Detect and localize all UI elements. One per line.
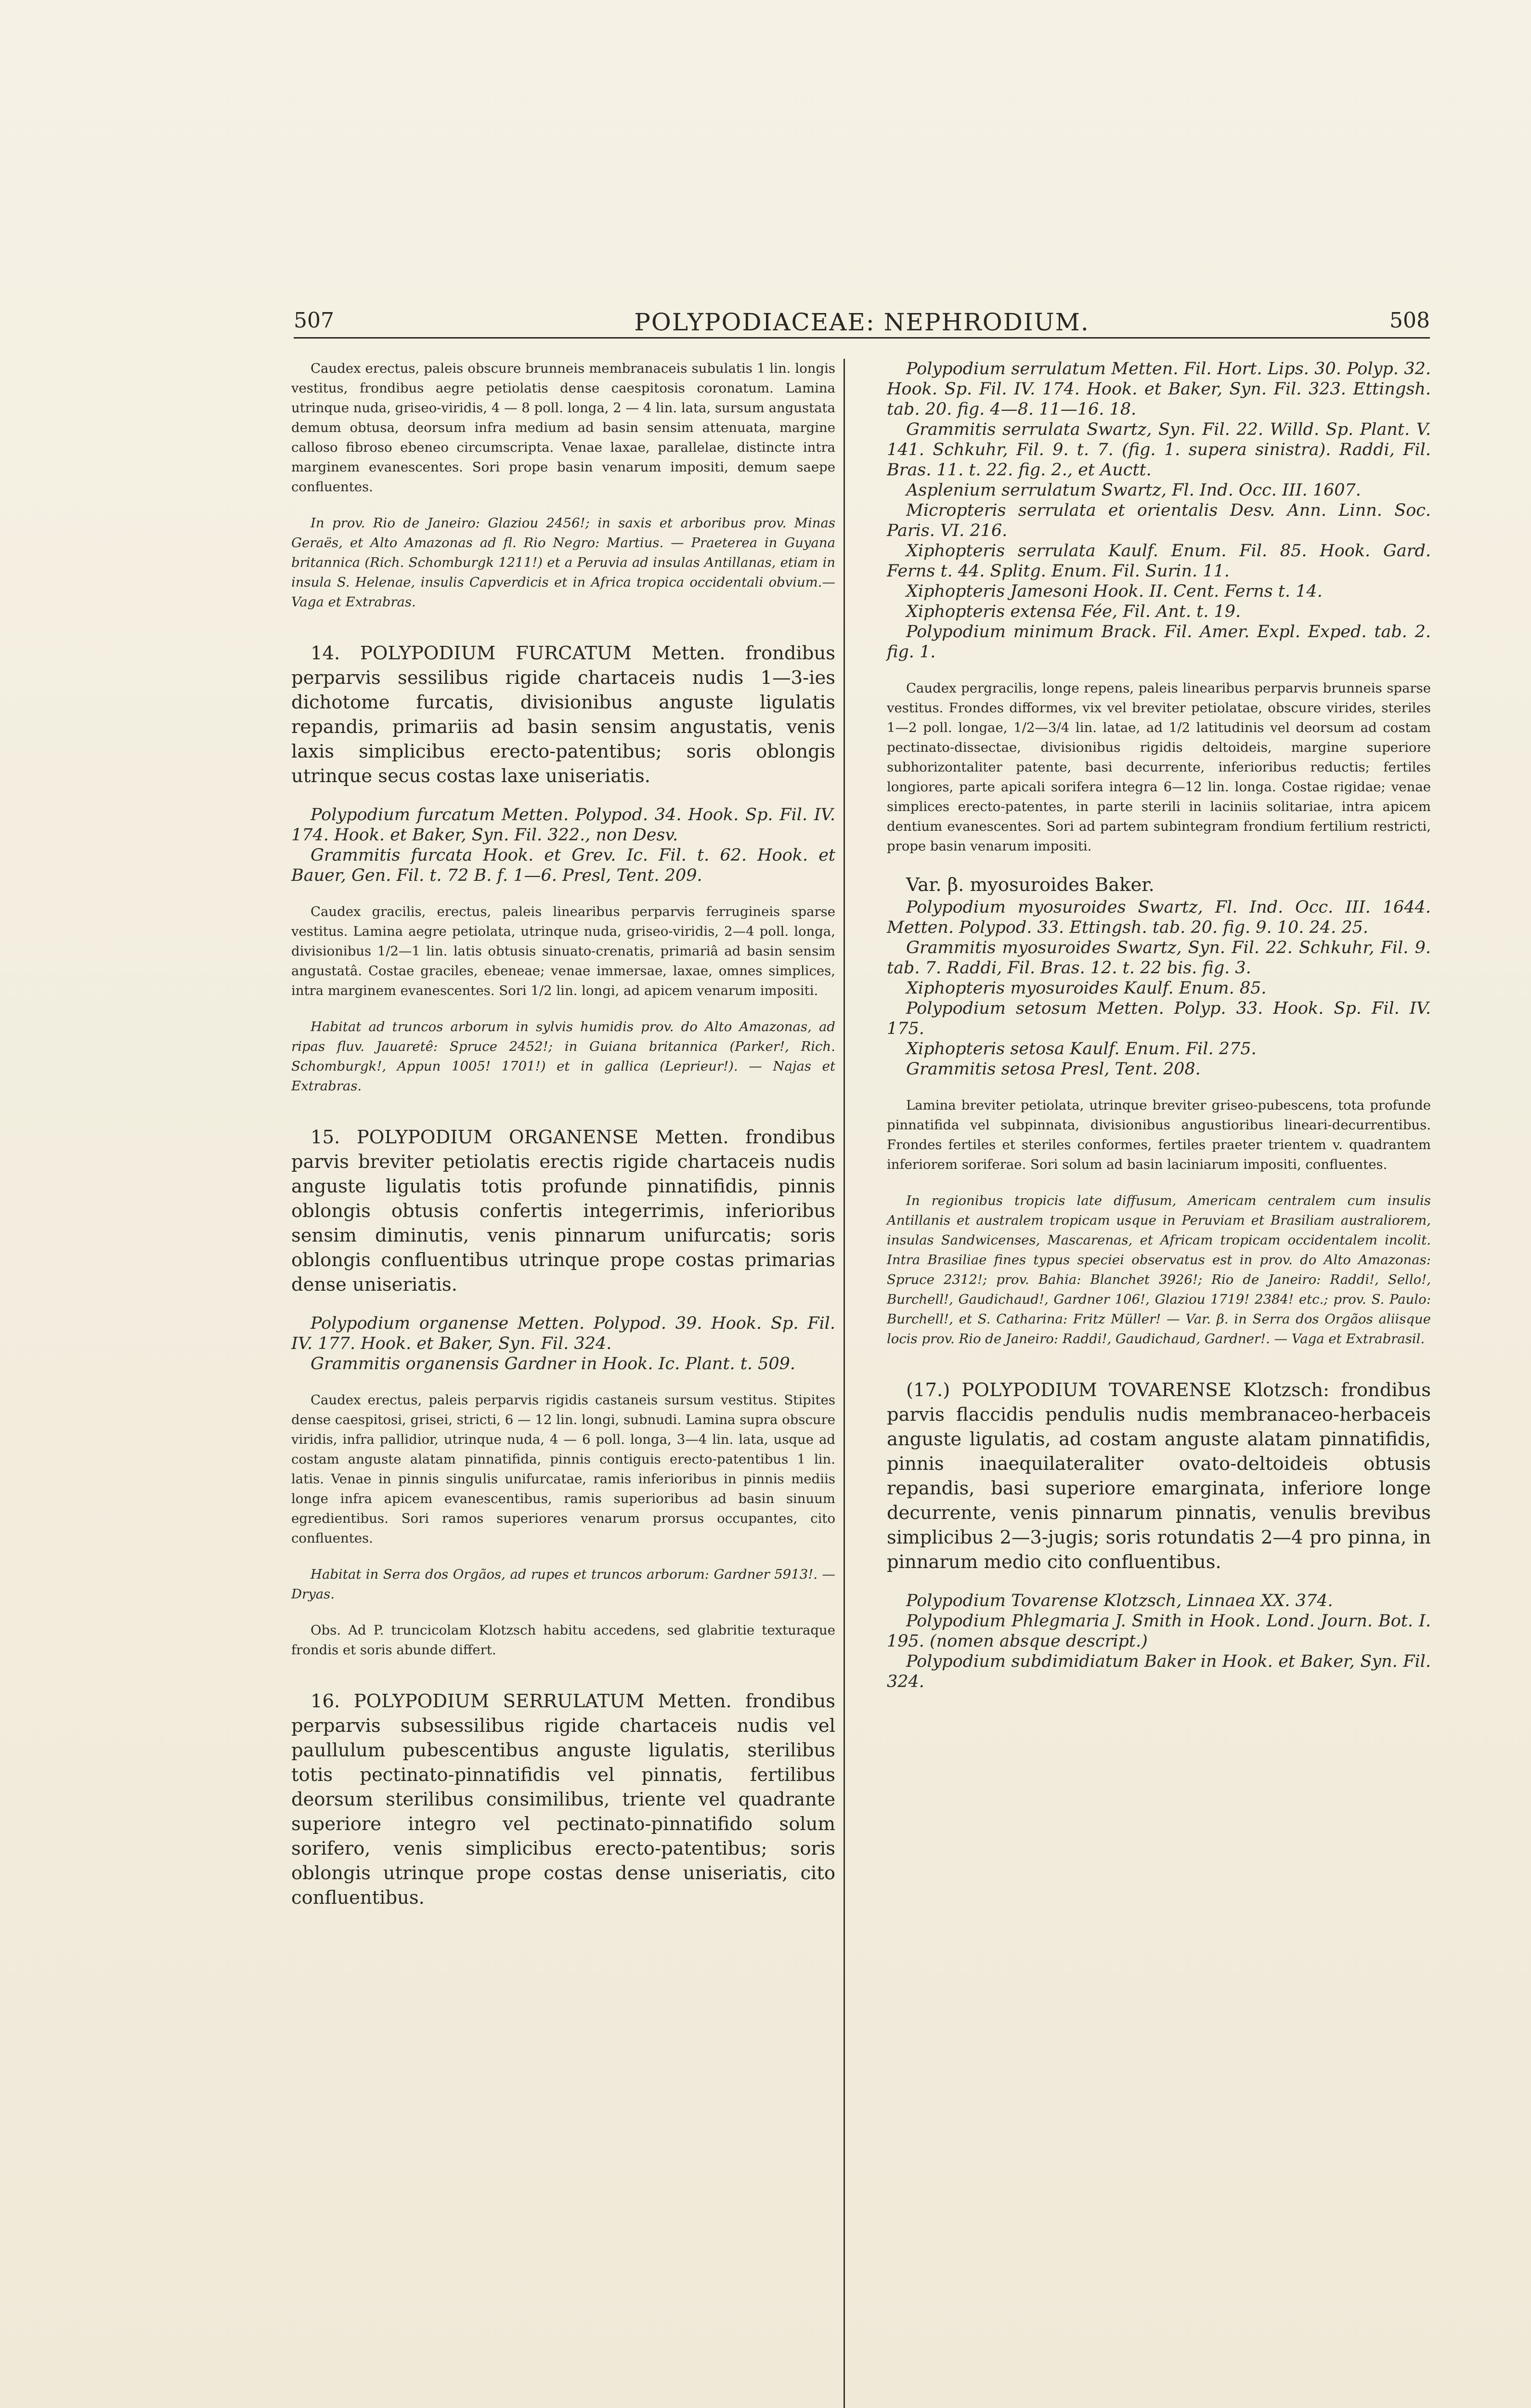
variety-synonym-3: Xiphopteris myosuroides Kaulf. Enum. 85. xyxy=(906,979,1267,998)
species-17-synonym-1: Polypodium Tovarense Klotzsch, Linnaea XX. 374. xyxy=(906,1591,1333,1610)
species-15-observation: Obs. Ad P. truncicolam Klotzsch habitu accedens, sed glabritie texturaque frondis et soris abunde differt. xyxy=(291,1623,835,1658)
header-rule xyxy=(294,337,1430,339)
species-16-synonym-8: Polypodium minimum Brack. Fil. Amer. Expl. Exped. tab. 2. fig. 1. xyxy=(887,622,1431,662)
species-16-synonym-7: Xiphopteris extensa Fée, Fil. Ant. t. 19. xyxy=(906,602,1241,621)
species-16-synonym-6: Xiphopteris Jamesoni Hook. II. Cent. Ferns t. 14. xyxy=(906,582,1323,601)
species-14-diagnosis: 14. POLYPODIUM FURCATUM Metten. frondibus perparvis sessilibus rigide chartaceis nudis 1—3-ies dichotome furcatis, divisionibus anguste ligulatis repandis, primariis ad basin sensim angustatis, venis laxis simplicibus erecto-patentibus; soris oblongis utrinque secus costas laxe uniseriatis. xyxy=(291,642,835,787)
species-14-synonym-1: Polypodium furcatum Metten. Polypod. 34. Hook. Sp. Fil. IV. 174. Hook. et Baker, Syn. Fil. 322., non Desv. xyxy=(291,805,835,845)
species-17-synonym-2: Polypodium Phlegmaria J. Smith in Hook. Lond. Journ. Bot. I. 195. (nomen absque descript.) xyxy=(887,1611,1431,1651)
variety-synonym-4: Polypodium setosum Metten. Polyp. 33. Hook. Sp. Fil. IV. 175. xyxy=(887,999,1431,1038)
left-column xyxy=(291,359,835,1910)
column-divider xyxy=(843,359,845,2408)
right-column xyxy=(887,359,1431,1692)
species-16-synonym-3: Asplenium serrulatum Swartz, Fl. Ind. Occ. III. 1607. xyxy=(906,481,1361,500)
description-13: Caudex erectus, paleis obscure brunneis membranaceis subulatis 1 lin. longis vestitus, frondibus aegre petiolatis dense caespitosis coronatum. Lamina utrinque nuda, griseo-viridis, 4 — 8 poll. longa, 2 — 4 lin. lata, sursum angustata demum obtusa, deorsum infra medium ad basin sensim attenuata, margine calloso fibroso ebeneo circumscripta. Venae laxae, parallelae, distincte intra marginem evanescentes. Sori prope basin venarum impositi, demum saepe confluentes. xyxy=(291,361,835,495)
variety-description: Lamina breviter petiolata, utrinque breviter griseo-pubescens, tota profunde pinnatifida vel subpinnata, divisionibus angustioribus lineari-decurrentibus. Frondes fertiles et steriles conformes, fertiles praeter trientem v. quadrantem inferiorem soriferae. Sori solum ad basin laciniarum impositi, confluentes. xyxy=(887,1098,1431,1172)
running-title: POLYPODIACEAE: NEPHRODIUM. xyxy=(634,308,1090,336)
species-15-synonym-2: Grammitis organensis Gardner in Hook. Ic. Plant. t. 509. xyxy=(311,1354,796,1374)
species-15-habitat: Habitat in Serra dos Orgãos, ad rupes et truncos arborum: Gardner 5913!. — Dryas. xyxy=(291,1567,835,1602)
species-16-description: Caudex pergracilis, longe repens, paleis linearibus perparvis brunneis sparse vestitus. Frondes difformes, vix vel breviter petiolatae, obscure virides, steriles 1—2 poll. longae, 1/2—3/4 lin. latae, ad 1/2 latitudinis vel deorsum ad costam pectinato-dissectae, divisionibus rigidis deltoideis, margine superiore subhorizontaliter patente, basi decurrente, inferioribus reductis; fertiles longiores, parte apicali sorifera integra 6—12 lin. longa. Costae rigidae; venae simplices erecto-patentes, in parte sterili in laciniis solitariae, intra apicem dentium evanescentes. Sori ad partem subintegram frondium fertilium restricti, prope basin venarum impositi. xyxy=(887,681,1431,854)
variety-synonym-6: Grammitis setosa Presl, Tent. 208. xyxy=(906,1060,1201,1079)
variety-synonym-5: Xiphopteris setosa Kaulf. Enum. Fil. 275. xyxy=(906,1039,1257,1059)
page-number-right: 508 xyxy=(1389,308,1430,333)
species-15-synonym-1: Polypodium organense Metten. Polypod. 39. Hook. Sp. Fil. IV. 177. Hook. et Baker, Syn. Fil. 324. xyxy=(291,1314,835,1353)
species-17-synonym-3: Polypodium subdimidiatum Baker in Hook. et Baker, Syn. Fil. 324. xyxy=(887,1652,1431,1691)
page-number-left: 507 xyxy=(294,308,334,333)
page-header xyxy=(294,308,1430,347)
variety-synonym-2: Grammitis myosuroides Swartz, Syn. Fil. 22. Schkuhr, Fil. 9. tab. 7. Raddi, Fil. Bras. 12. t. 22 bis. fig. 3. xyxy=(887,938,1431,978)
habitat-13: In prov. Rio de Janeiro: Glaziou 2456!; in saxis et arboribus prov. Minas Geraës, et Alto Amazonas ad fl. Rio Negro: Martius. — Praeterea in Guyana britannica (Rich. Schomburgk 1211!) et a Peruvia ad insulas Antillanas, etiam in insula S. Helenae, insulis Capverdicis et in Africa tropica occidentali obvium.— Vaga et Extrabras. xyxy=(291,515,835,610)
species-16-diagnosis: 16. POLYPODIUM SERRULATUM Metten. frondibus perparvis subsessilibus rigide chartaceis nudis vel paullulum pubescentibus anguste ligulatis, sterilibus totis pectinato-pinnatifidis vel pinnatis, fertilibus deorsum sterilibus consimilibus, triente vel quadrante superiore integro vel pectinato-pinnatifido solum sorifero, venis simplicibus erecto-patentibus; soris oblongis utrinque prope costas dense uniseriatis, cito confluentibus. xyxy=(291,1690,835,1909)
variety-synonym-1: Polypodium myosuroides Swartz, Fl. Ind. Occ. III. 1644. Metten. Polypod. 33. Ettingsh. tab. 20. fig. 9. 10. 24. 25. xyxy=(887,898,1431,937)
species-16-synonym-2: Grammitis serrulata Swartz, Syn. Fil. 22. Willd. Sp. Plant. V. 141. Schkuhr, Fil. 9. t. 7. (fig. 1. supera sinistra). Raddi, Fil. Bras. 11. t. 22. fig. 2., et Auctt. xyxy=(887,420,1431,480)
species-14-description: Caudex gracilis, erectus, paleis linearibus perparvis ferrugineis sparse vestitus. Lamina aegre petiolata, utrinque nuda, griseo-viridis, 2—4 poll. longa, divisionibus 1/2—1 lin. latis obtusis sinuato-crenatis, primariâ ad basin sensim angustatâ. Costae graciles, ebeneae; venae immersae, laxae, omnes simplices, intra marginem evanescentes. Sori 1/2 lin. longi, ad apicem venarum impositi. xyxy=(291,904,835,998)
species-14-habitat: Habitat ad truncos arborum in sylvis humidis prov. do Alto Amazonas, ad ripas fluv. Jauaretê: Spruce 2452!; in Guiana britannica (Parker!, Rich. Schomburgk!, Appun 1005! 1701!) et in gallica (Leprieur!). — Najas et Extrabras. xyxy=(291,1019,835,1094)
species-16-synonym-4: Micropteris serrulata et orientalis Desv. Ann. Linn. Soc. Paris. VI. 216. xyxy=(887,501,1431,540)
species-16-habitat: In regionibus tropicis late diffusum, Americam centralem cum insulis Antillanis et australem tropicam usque in Peruviam et Brasiliam australiorem, insulas Sandwicenses, Mascarenas, et Africam tropicam occidentalem incolit. Intra Brasiliae fines typus speciei observatus est in prov. do Alto Amazonas: Spruce 2312!; prov. Bahia: Blanchet 3926!; Rio de Janeiro: Raddi!, Sello!, Burchell!, Gaudichaud!, Gardner 106!, Glaziou 1719! 2384! etc.; prov. S. Paulo: Burchell!, et S. Catharina: Fritz Müller! — Var. β. in Serra dos Orgãos aliisque locis prov. Rio de Janeiro: Raddi!, Gaudichaud, Gardner!. — Vaga et Extrabrasil. xyxy=(887,1193,1431,1347)
species-16-synonym-5: Xiphopteris serrulata Kaulf. Enum. Fil. 85. Hook. Gard. Ferns t. 44. Splitg. Enum. Fil. Surin. 11. xyxy=(887,541,1431,581)
species-17-diagnosis: (17.) POLYPODIUM TOVARENSE Klotzsch: frondibus parvis flaccidis pendulis nudis membranaceo-herbaceis anguste ligulatis, ad costam anguste alatam pinnatifidis, pinnis inaequilateraliter ovato-deltoideis obtusis repandis, basi superiore emarginata, inferiore longe decurrente, venis pinnarum pinnatis, venulis brevibus simplicibus 2—3-jugis; soris rotundatis 2—4 pro pinna, in pinnarum medio cito confluentibus. xyxy=(887,1379,1431,1573)
species-15-diagnosis: 15. POLYPODIUM ORGANENSE Metten. frondibus parvis breviter petiolatis erectis rigide chartaceis nudis anguste ligulatis totis profunde pinnatifidis, pinnis oblongis obtusis confertis integerrimis, inferioribus sensim diminutis, venis pinnarum unifurcatis; soris oblongis confluentibus utrinque prope costas primarias dense uniseriatis. xyxy=(291,1126,835,1296)
species-16-synonym-1: Polypodium serrulatum Metten. Fil. Hort. Lips. 30. Polyp. 32. Hook. Sp. Fil. IV. 174. Hook. et Baker, Syn. Fil. 323. Ettingsh. tab. 20. fig. 4—8. 11—16. 18. xyxy=(887,359,1431,419)
species-14-synonym-2: Grammitis furcata Hook. et Grev. Ic. Fil. t. 62. Hook. et Bauer, Gen. Fil. t. 72 B. f. 1—6. Presl, Tent. 209. xyxy=(291,846,835,885)
species-15-description: Caudex erectus, paleis perparvis rigidis castaneis sursum vestitus. Stipites dense caespitosi, grisei, stricti, 6 — 12 lin. longi, subnudi. Lamina supra obscure viridis, infra pallidior, utrinque nuda, 4 — 6 poll. longa, 3—4 lin. lata, usque ad costam anguste alatam pinnatifida, pinnis contiguis erecto-patentibus 1 lin. latis. Venae in pinnis singulis unifurcatae, ramis inferioribus in pinnis mediis longe infra apicem evanescentibus, ramis superioribus ad basin sinuum egredientibus. Sori ramos superiores venarum prorsus occupantes, cito confluentes. xyxy=(291,1392,835,1546)
variety-heading: Var. β. myosuroides Baker. xyxy=(906,874,1155,896)
